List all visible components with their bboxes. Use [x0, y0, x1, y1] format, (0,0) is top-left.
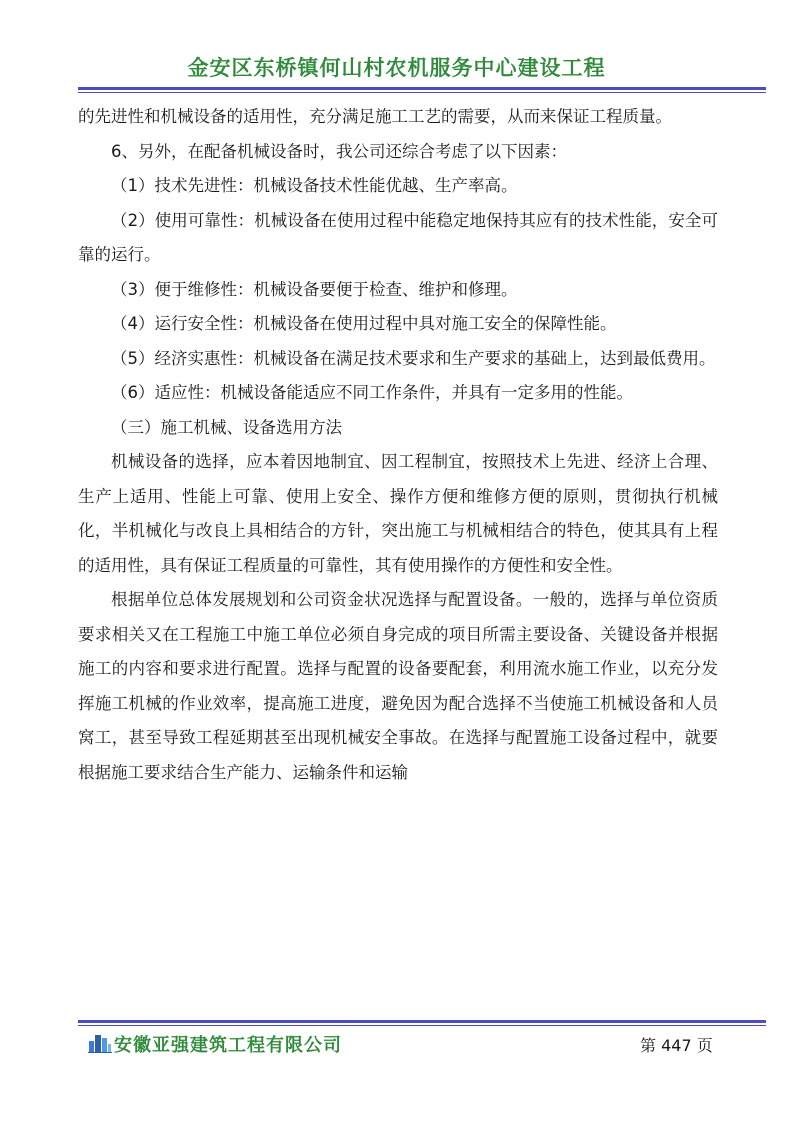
footer-company-name: 安徽亚强建筑工程有限公司	[114, 1035, 342, 1056]
paragraph-factor-2: （2）使用可靠性：机械设备在使用过程中能稳定地保持其应有的技术性能，安全可靠的运行。	[78, 210, 718, 264]
footer-rule-thin	[78, 1025, 766, 1026]
building-logo-icon	[88, 1033, 112, 1053]
document-body	[78, 100, 718, 790]
paragraph-factor-3: （3）便于维修性：机械设备要便于检查、维护和修理。	[111, 279, 518, 299]
footer-rule	[78, 1020, 766, 1023]
paragraph-configuration: 根据单位总体发展规划和公司资金状况选择与配置设备。一般的，选择与单位资质要求相关又在工程施工中施工单位必须自身完成的项目所需主要设备、关键设备并根据施工的内容和要求进行配置。选择与配置的设备要配套，利用流水施工作业，以充分发挥施工机械的作业效率，提高施工进度，避免因为配合选择不当使施工机械设备和人员窝工，甚至导致工程延期甚至出现机械安全事故。在选择与配置施工设备过程中，就要根据施工要求结合生产能力、运输条件和运输	[78, 590, 718, 782]
paragraph-factor-6: （6）适应性：机械设备能适应不同工作条件，并具有一定多用的性能。	[111, 383, 633, 402]
paragraph-selection-method: 机械设备的选择，应本着因地制宜、因工程制宜，按照技术上先进、经济上合理、生产上适用、性能上可靠、使用上安全、操作方便和维修方便的原则，贯彻执行机械化，半机械化与改良上具相结合的方针，突出施工与机械相结合的特色，使其具有上程的适用性，具有保证工程质量的可靠性，其有使用操作的方便性和安全性。	[78, 452, 718, 575]
header-rule-thin	[78, 92, 766, 93]
page-number: 第 447 页	[640, 1036, 713, 1055]
paragraph-factor-4: （4）运行安全性：机械设备在使用过程中具对施工安全的保障性能。	[111, 314, 617, 333]
header-title: 金安区东桥镇何山村农机服务中心建设工程	[187, 55, 606, 80]
paragraph-factor-1: （1）技术先进性：机械设备技术性能优越、生产率高。	[111, 176, 518, 195]
paragraph-factors-intro: 6、另外，在配备机械设备时，我公司还综合考虑了以下因素：	[111, 141, 567, 161]
paragraph-factor-5: （5）经济实惠性：机械设备在满足技术要求和生产要求的基础上，达到最低费用。	[111, 348, 716, 368]
section-heading: （三）施工机械、设备选用方法	[111, 417, 342, 437]
header-rule	[78, 87, 766, 90]
paragraph-continuation: 的先进性和机械设备的适用性，充分满足施工工艺的需要，从而来保证工程质量。	[78, 107, 672, 126]
